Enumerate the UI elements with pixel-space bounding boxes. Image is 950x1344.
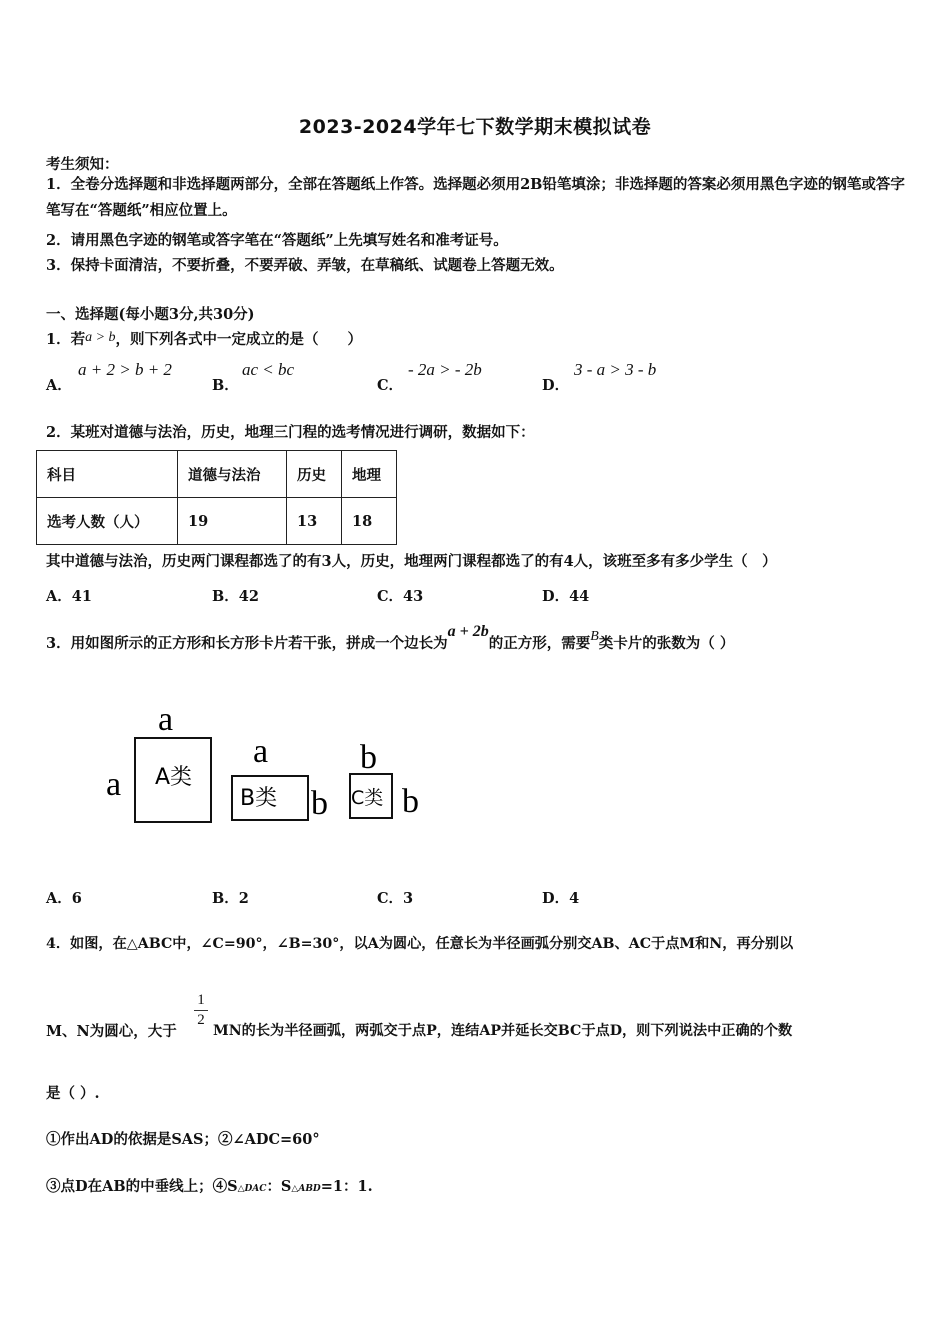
- statement-2-part-b: ：S: [266, 1178, 292, 1195]
- statement-2-part-c: =1：1.: [320, 1178, 373, 1195]
- q1-prefix: 1．若: [46, 331, 86, 348]
- q3-suffix: 类卡片的张数为（ ）: [598, 635, 735, 652]
- notice-item-1: 1．全卷分选择题和非选择题两部分，全部在答题纸上作答。选择题必须用2B铅笔填涂；非选择题的答案必须用黑色字迹的钢笔或答字笔写在“答题纸”相应位置上。: [46, 176, 905, 219]
- question-4-line-2b: MN的长为半径画弧，两弧交于点P，连结AP并延长交BC于点D，则下列说法中正确的个数: [213, 1023, 793, 1039]
- card-a-top-label: a: [158, 701, 174, 738]
- table-row: [37, 498, 397, 545]
- fraction-bar: [194, 1010, 208, 1011]
- table-cell-geography: 18: [342, 498, 397, 545]
- q3-option-a[interactable]: A．6: [46, 890, 82, 907]
- q3-middle: 的正方形，需要: [488, 635, 591, 652]
- question-4-statement-1: ①作出AD的依据是SAS；②∠ADC=60°: [46, 1131, 320, 1148]
- q3-class: B: [590, 629, 599, 644]
- card-b-right-label: b: [311, 785, 328, 822]
- fraction-denominator: 2: [197, 1012, 205, 1028]
- card-b-top-label: a: [253, 733, 269, 770]
- page-title: 2023-2024学年七下数学期末模拟试卷: [298, 116, 652, 138]
- q1-option-a-label[interactable]: A．: [46, 377, 72, 394]
- statement-2-sub-abd: △ABD: [291, 1184, 321, 1194]
- question-2-stem: 2．某班对道德与法治，历史，地理三门程的选考情况进行调研，数据如下：: [46, 424, 535, 441]
- question-1-stem: [46, 328, 362, 349]
- table-cell-label: 选考人数（人）: [37, 498, 178, 545]
- half-fraction: [194, 992, 208, 1029]
- card-c-label: C类: [351, 787, 384, 809]
- card-a-label: A类: [155, 765, 193, 790]
- q1-option-d-label[interactable]: D．: [542, 377, 570, 394]
- table-header-history: 历史: [287, 451, 342, 498]
- cards-figure: [100, 700, 440, 840]
- q2-option-a[interactable]: A．41: [46, 588, 92, 605]
- q1-suffix: ，则下列各式中一定成立的是（ ）: [115, 331, 363, 348]
- notice-item-3: 3．保持卡面清洁，不要折叠，不要弄破、弄皱，在草稿纸、试题卷上答题无效。: [46, 257, 564, 274]
- q3-expr: a + 2b: [447, 623, 489, 640]
- table-header-subject: 科目: [37, 451, 178, 498]
- question-4-line-1: 4．如图，在△ABC中，∠C=90°，∠B=30°，以A为圆心，任意长为半径画弧分别交AB、AC于点M和N，再分别以: [46, 936, 794, 952]
- section-heading: 一、选择题(每小题3分,共30分): [46, 306, 255, 323]
- statement-2-sub-dac: △DAC: [237, 1184, 267, 1194]
- q3-option-c[interactable]: C．3: [377, 890, 414, 907]
- table-header-row: [37, 451, 397, 498]
- table-header-morality: 道德与法治: [178, 451, 287, 498]
- card-c-top-label: b: [360, 739, 377, 776]
- question-3-stem: [46, 623, 735, 653]
- statement-2-part-a: ③点D在AB的中垂线上；④S: [46, 1178, 238, 1195]
- q2-option-c[interactable]: C．43: [377, 588, 424, 605]
- question-4-line-2a: M、N为圆心，大于: [46, 1023, 177, 1040]
- notice-heading: 考生须知：: [46, 156, 119, 173]
- q2-option-d[interactable]: D．44: [542, 588, 590, 605]
- q1-option-d-expr: 3 - a > 3 - b: [574, 360, 657, 379]
- q2-option-b[interactable]: B．42: [212, 588, 259, 605]
- question-4-line-3: 是（ ）.: [46, 1085, 100, 1102]
- q3-prefix: 3．用如图所示的正方形和长方形卡片若干张，拼成一个边长为: [46, 635, 448, 652]
- q1-option-a-expr: a + 2 > b + 2: [78, 360, 172, 379]
- table-cell-history: 13: [287, 498, 342, 545]
- q1-option-b-expr: ac < bc: [242, 360, 295, 379]
- table-cell-morality: 19: [178, 498, 287, 545]
- question-2-text: 其中道德与法治，历史两门课程都选了的有3人，历史，地理两门课程都选了的有4人，该班至多有多少学生（ ）: [46, 553, 777, 570]
- q1-condition: a > b: [85, 330, 116, 345]
- q3-option-b[interactable]: B．2: [212, 890, 249, 907]
- card-b-label: B类: [240, 786, 278, 811]
- q1-option-c-label[interactable]: C．: [377, 377, 404, 394]
- fraction-numerator: 1: [197, 992, 205, 1008]
- question-4-statement-2: [46, 1175, 373, 1196]
- survey-table: [36, 450, 397, 545]
- notice-item-2: 2．请用黑色字迹的钢笔或答字笔在“答题纸”上先填写姓名和准考证号。: [46, 232, 508, 249]
- card-a-left-label: a: [106, 766, 122, 803]
- card-c-right-label: b: [402, 783, 419, 820]
- table-header-geography: 地理: [342, 451, 397, 498]
- q1-option-c-expr: - 2a > - 2b: [408, 360, 482, 379]
- q1-option-b-label[interactable]: B．: [212, 377, 239, 394]
- q3-option-d[interactable]: D．4: [542, 890, 580, 907]
